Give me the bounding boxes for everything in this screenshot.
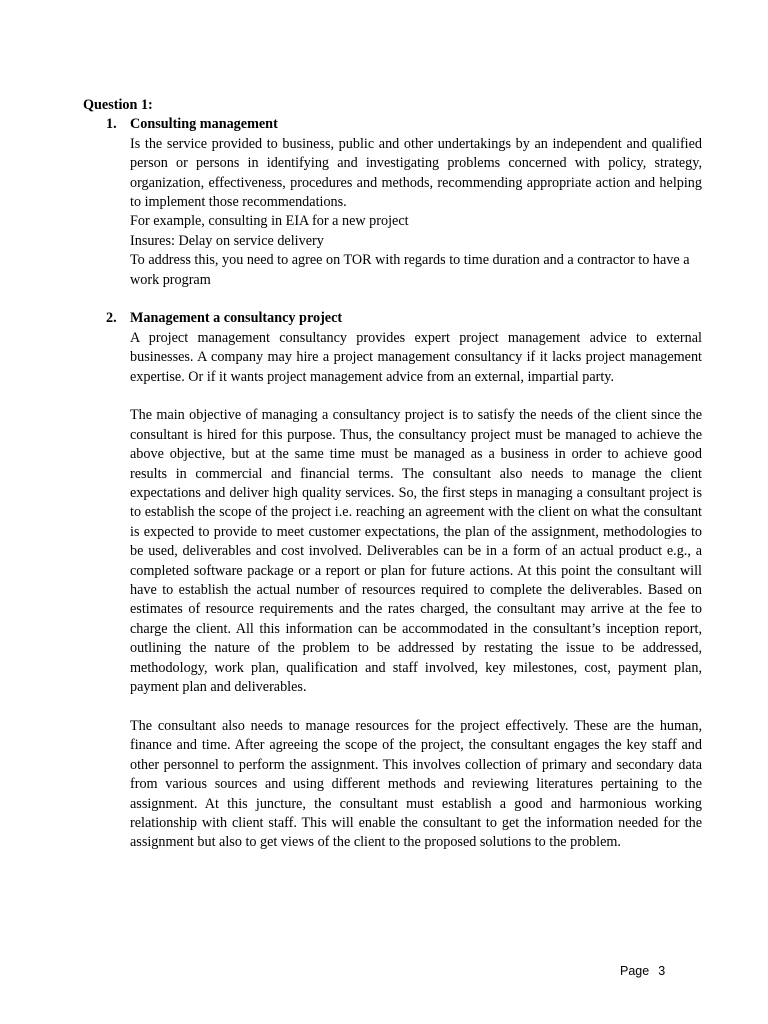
page-number-footer [620, 964, 665, 978]
section-title: Consulting management [130, 116, 278, 133]
section-number: 1. [106, 116, 117, 133]
body-paragraph: The consultant also needs to manage resources for the project effectively. These are the human, finance and time. After agreeing the scope of the project, the consultant engages the key staff and other personnel to perform the assignment. This involves collection of primary and secondary data from various sources and using different methods and reviewing literatures pertaining to the assignment. At this juncture, the consultant must establish a good and harmonious working relationship with client staff. This will enable the consultant to get the information needed for the assignment but also to get views of the client to the proposed solutions to the problem. [130, 717, 702, 851]
question-heading: Question 1: [83, 97, 153, 113]
paragraph-gap [130, 387, 702, 406]
section-number: 2. [106, 310, 117, 327]
closing-line: To address this, you need to agree on TOR with regards to time duration and a contractor to have a work program [130, 252, 690, 288]
example-line: For example, consulting in EIA for a new project [130, 213, 409, 230]
section-body [130, 329, 702, 853]
section-body [130, 135, 702, 290]
page-number: 3 [658, 964, 666, 978]
issue-line: Insures: Delay on service delivery [130, 232, 324, 249]
page-label: Page [620, 964, 650, 978]
section-title: Management a consultancy project [130, 310, 343, 327]
section-heading [83, 309, 703, 328]
definition-paragraph: Is the service provided to business, public and other undertakings by an independent and qualified person or persons in identifying and investigating problems concerned with policy, strategy, organization, effectiveness, procedures and methods, recommending appropriate action and helping to implement those recommendations. [130, 135, 702, 210]
body-paragraph: A project management consultancy provides expert project management advice to external businesses. A company may hire a project management consultancy if it lacks project management expertise. Or if it wants project management advice from an external, impartial party. [130, 329, 702, 385]
section-consulting-management [83, 115, 703, 290]
section-management-consultancy-project [83, 309, 703, 852]
body-paragraph: The main objective of managing a consultancy project is to satisfy the needs of the client since the consultant is hired for this purpose. Thus, the consultancy project must be managed to achieve the above objective, but at the same time must be managed as a business in order to achieve good results in commercial and financial terms. The consultant also needs to manage the client expectations and deliver high quality services. So, the first steps in managing a consultant project is to establish the scope of the project i.e. reaching an agreement with the client on what the consultant is expected to provide to meet customer expectations, the plan of the assignment, methodologies to be used, deliverables and cost involved. Deliverables can be in a form of an actual product e.g., a completed software package or a report or plan for future actions. At this point the consultant will have to establish the actual number of resources required to complete the deliverables. Based on estimates of resource requirements and the rates charged, the consultant may arrive at the fee to charge the client. All this information can be accommodated in the consultant’s inception report, outlining the nature of the problem to be addressed by restating the issue to be addressed, methodology, work plan, qualification and staff involved, key milestones, cost, payment plan, payment plan and deliverables. [130, 407, 702, 696]
paragraph-gap [130, 697, 702, 716]
section-heading [83, 115, 703, 134]
